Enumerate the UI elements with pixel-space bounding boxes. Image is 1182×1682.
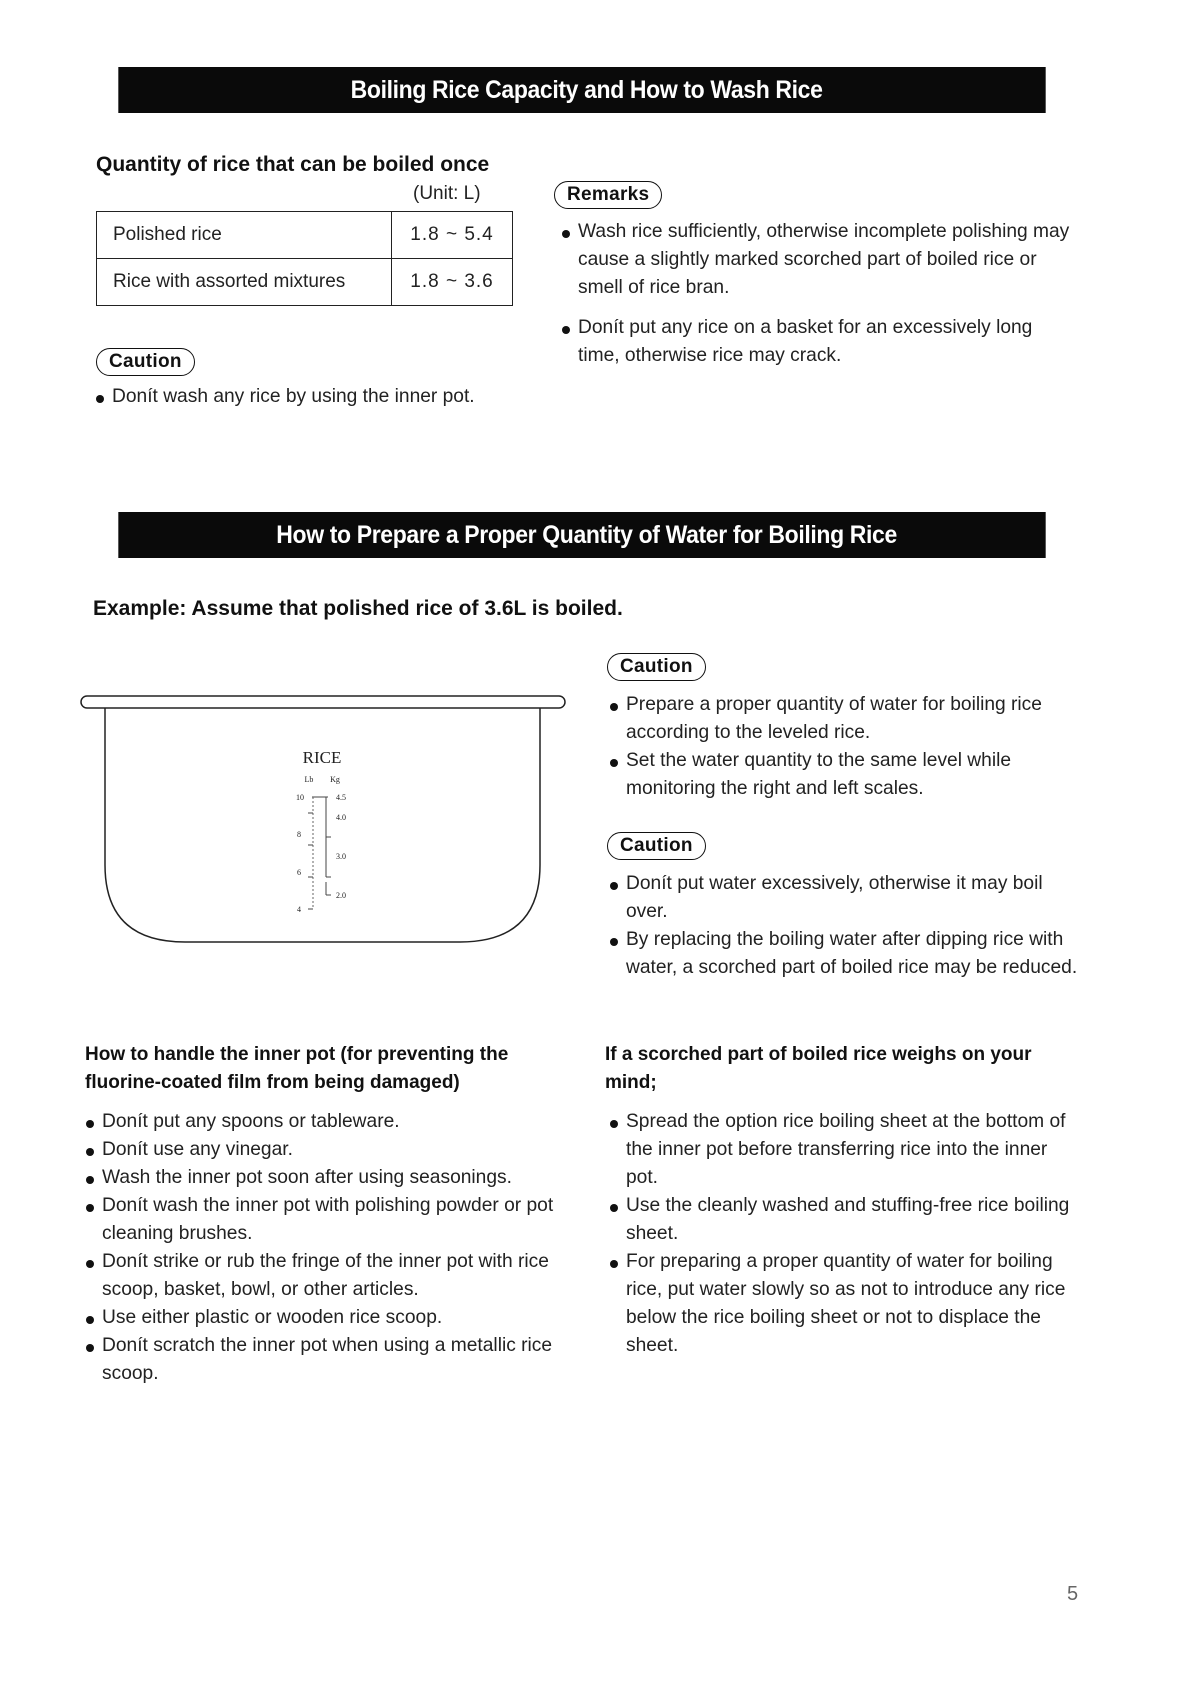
list-item: Donít wash the inner pot with polishing powder or pot cleaning brushes. [82,1192,562,1248]
list-item: Wash rice sufficiently, otherwise incomplete polishing may cause a slightly marked scorched part of boiled rice or smell of rice bran. [558,218,1078,302]
list-item: Donít put water excessively, otherwise it may boil over. [606,870,1081,926]
lb-tick: 10 [296,793,304,802]
remarks-list [558,218,1078,382]
list-item: Donít scratch the inner pot when using a metallic rice scoop. [82,1332,562,1388]
lb-tick: 4 [297,905,301,914]
lb-unit: Lb [304,775,314,784]
list-item: Donít put any spoons or tableware. [82,1108,562,1136]
kg-tick: 4.0 [336,813,346,822]
capacity-range-cell: 1.8 ~ 5.4 [392,212,513,259]
kg-tick: 3.0 [336,852,346,861]
section-title: How to Prepare a Proper Quantity of Water for Boiling Rice [276,520,897,549]
list-item: By replacing the boiling water after dipping rice with water, a scorched part of boiled rice may be reduced. [606,926,1081,982]
remarks-label: Remarks [554,181,662,209]
inner-pot-heading: How to handle the inner pot (for preventing the fluorine-coated film from being damaged) [85,1044,509,1093]
section-title: Boiling Rice Capacity and How to Wash Rice [350,75,823,104]
lb-tick: 8 [297,830,301,839]
caution-list [92,383,562,411]
list-item: Use the cleanly washed and stuffing-free rice boiling sheet. [606,1192,1081,1248]
example-text: Example: Assume that polished rice of 3.6L is boiled. [93,597,623,620]
inner-pot-list [82,1108,562,1388]
caution-label: Caution [607,653,706,681]
list-item: Donít use any vinegar. [82,1136,562,1164]
capacity-range-cell: 1.8 ~ 3.6 [392,259,513,306]
capacity-unit: (Unit: L) [413,183,481,204]
list-item: Donít wash any rice by using the inner pot. [92,383,562,411]
rice-label: RICE [302,748,342,767]
section-banner-water [118,512,1045,558]
capacity-heading: Quantity of rice that can be boiled once [96,153,490,176]
kg-tick: 2.0 [336,891,346,900]
table-row [97,259,513,306]
list-item: Prepare a proper quantity of water for boiling rice according to the leveled rice. [606,691,1081,747]
inner-pot-diagram [80,680,580,955]
list-item: Donít put any rice on a basket for an excessively long time, otherwise rice may crack. [558,314,1078,370]
list-item: Set the water quantity to the same level while monitoring the right and left scales. [606,747,1081,803]
inner-pot-illustration [80,680,580,950]
rice-type-cell: Polished rice [97,212,392,259]
caution-label: Caution [96,348,195,376]
lb-tick: 6 [297,868,301,877]
caution-list [606,691,1081,803]
caution-list [606,870,1081,982]
table-row [97,212,513,259]
capacity-table [96,211,513,306]
scorched-rice-list [606,1108,1081,1360]
rice-type-cell: Rice with assorted mixtures [97,259,392,306]
list-item: Use either plastic or wooden rice scoop. [82,1304,562,1332]
list-item: Donít strike or rub the fringe of the inner pot with rice scoop, basket, bowl, or other articles. [82,1248,562,1304]
scorched-rice-heading: If a scorched part of boiled rice weighs on your mind; [605,1044,1032,1093]
list-item: Wash the inner pot soon after using seasonings. [82,1164,562,1192]
page-number: 5 [1067,1583,1079,1605]
list-item: For preparing a proper quantity of water for boiling rice, put water slowly so as not to introduce any rice below the rice boiling sheet or not to displace the sheet. [606,1248,1081,1360]
section-banner-capacity [118,67,1045,113]
caution-label: Caution [607,832,706,860]
list-item: Spread the option rice boiling sheet at the bottom of the inner pot before transferring rice into the inner pot. [606,1108,1081,1192]
kg-tick: 4.5 [336,793,346,802]
kg-unit: Kg [330,775,340,784]
